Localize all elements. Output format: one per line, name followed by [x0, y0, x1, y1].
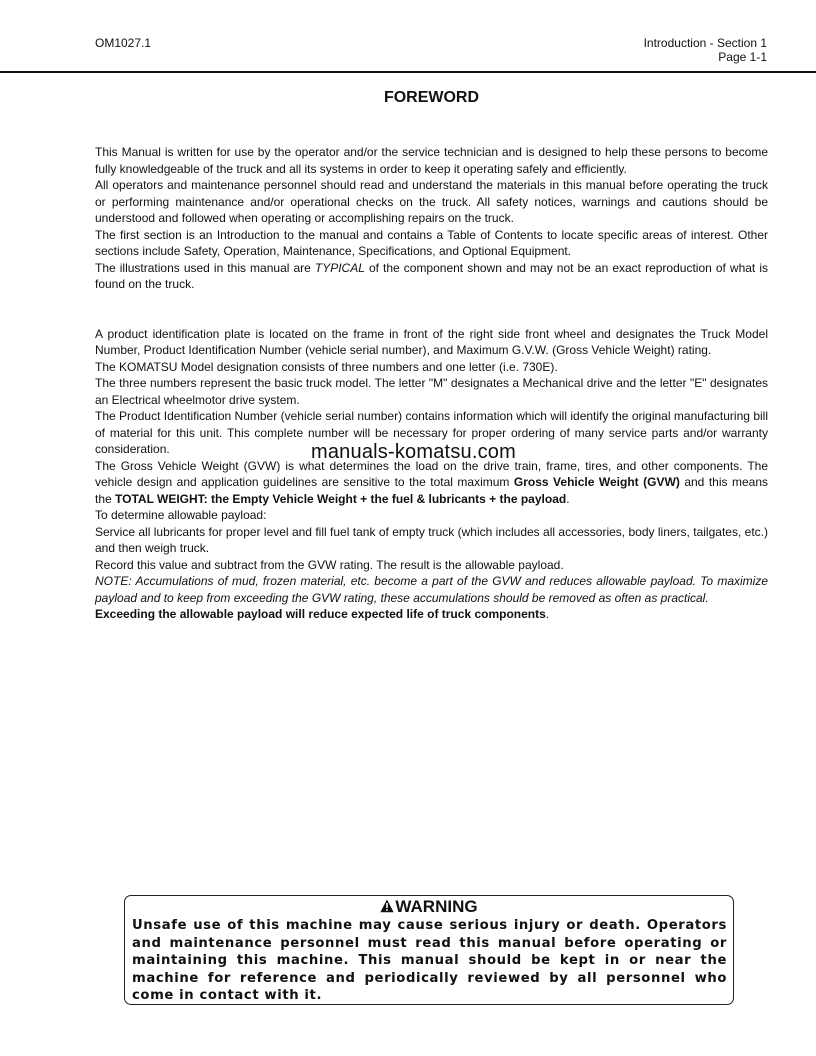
section-label: Introduction - Section 1 [643, 36, 767, 50]
payload-intro: To determine allowable payload: [95, 508, 267, 522]
foreword-body [95, 144, 768, 623]
warning-label: WARNING [395, 897, 478, 916]
typical-emphasis: TYPICAL [314, 260, 365, 275]
page-number: Page 1-1 [718, 50, 767, 64]
page-title: FOREWORD [383, 89, 480, 106]
gvw-text-c: and this means the [95, 475, 768, 506]
illustrations-text-a: The illustrations used in this manual are [95, 260, 315, 275]
paragraph-purpose: This Manual is written for use by the operator and/or the service technician and is designed to help these persons to become fully knowledgeable of the truck and all its systems in order to keep it operating safely and efficiently. [95, 145, 768, 176]
document-number: OM1027.1 [95, 36, 152, 50]
paragraph-model-designation [95, 359, 768, 409]
payload-note: NOTE: Accumulations of mud, frozen material, etc. become a part of the GVW and reduces allowable payload. To maximize payload and to keep from exceeding the GVW rating, these accumulations should be removed as often as practical. [95, 574, 768, 605]
paragraph-pin: The Product Identification Number (vehicle serial number) contains information which will identify the original manufacturing bill of material for this unit. This complete number will be necessary for proper ordering of many service parts and/or warranty consideration. [95, 409, 768, 456]
gvw-bold: Gross Vehicle Weight (GVW) [513, 475, 680, 489]
paragraph-exceeding [95, 606, 768, 623]
payload-step-record: Record this value and subtract from the GVW rating. The result is the allowable payload. [95, 557, 564, 572]
paragraph-sections: The first section is an Introduction to the manual and contains a Table of Contents to locate specific areas of interest. Other sections include Safety, Operation, Maintenance, Specifications, and Optional Equipment. [95, 227, 768, 258]
warning-heading [125, 897, 733, 917]
exceeding-bold: Exceeding the allowable payload will reduce expected life of truck components [95, 607, 546, 621]
watermark: manuals-komatsu.com [311, 441, 516, 463]
model-designation-line: The KOMATSU Model designation consists of three numbers and one letter (i.e. 730E). [95, 359, 558, 374]
total-weight-bold: TOTAL WEIGHT: the Empty Vehicle Weight + the fuel & lubricants + the payload [115, 491, 567, 506]
section-header [644, 36, 767, 64]
header-divider [0, 71, 816, 73]
paragraph-payload [95, 507, 768, 606]
paragraph-readers: All operators and maintenance personnel should read and understand the materials in this manual before operating the truck or performing maintenance and/or operational checks on the truck. All safety notices, warnings and cautions should be understood and followed when operating or accomplishing repairs on the truck. [95, 178, 768, 225]
payload-step-service: Service all lubricants for proper level and fill fuel tank of empty truck (which includes all accessories, body liners, tailgates, etc.) and then weigh truck. [95, 524, 768, 555]
gvw-text-a: The Gross Vehicle Weight (GVW) is what determines the load on the drive train, frame, tires, and other components. The vehicle design and application guidelines are sensitive to the total maximum [95, 458, 768, 489]
paragraph-illustrations [95, 260, 768, 293]
illustrations-text-b: of the component shown and may not be an exact reproduction of what is found on the truck. [95, 260, 768, 291]
model-numbers-line: The three numbers represent the basic truck model. The letter "M" designates a Mechanical drive and the letter "E" designates an Electrical wheelmotor drive system. [95, 376, 768, 407]
paragraph-gvw [95, 458, 768, 508]
paragraph-identification-plate: A product identification plate is located on the frame in front of the right side front wheel and designates the Truck Model Number, Product Identification Number (vehicle serial number), and Maximum G.V.W. (Gross Vehicle Weight) rating. [95, 326, 768, 357]
gvw-text-end: . [566, 491, 570, 506]
warning-text: Unsafe use of this machine may cause serious injury or death. Operators and maintenance personnel must read this manual before operating or maintaining this machine. This manual should be kept in or near the machine for reference and periodically reviewed by all personnel who come in contact with it. [132, 918, 727, 1003]
exceeding-end: . [545, 607, 550, 621]
warning-triangle-icon [380, 898, 394, 912]
warning-box [124, 895, 734, 1005]
